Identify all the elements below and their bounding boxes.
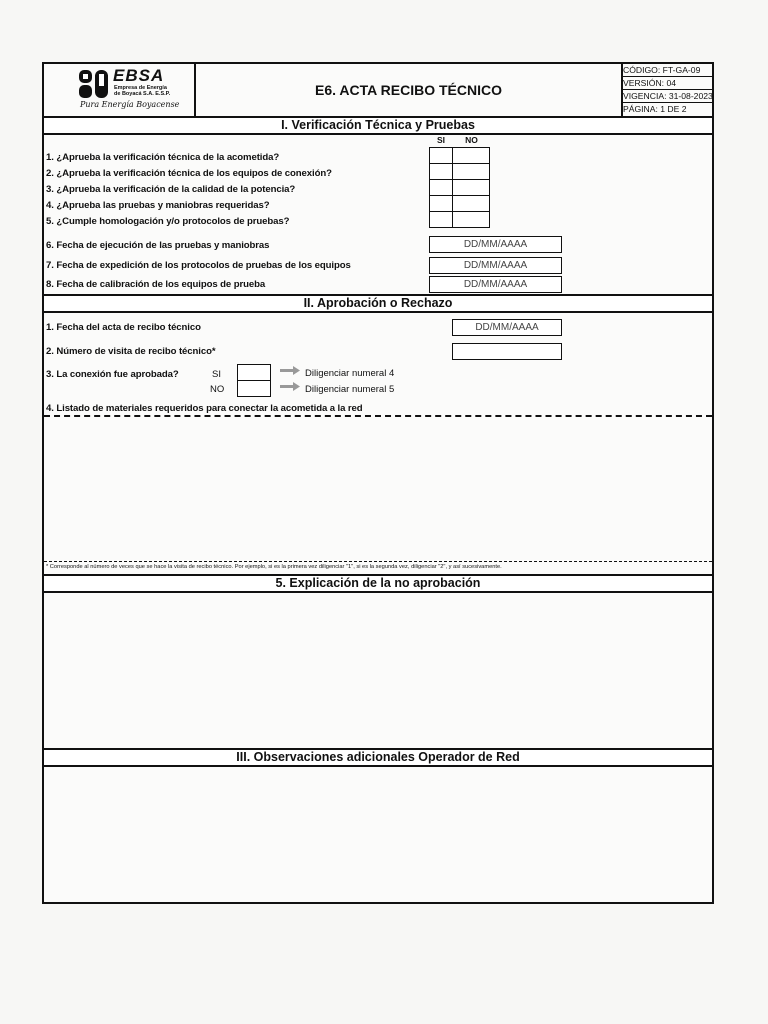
- section-2-title: II. Aprobación o Rechazo: [44, 294, 712, 313]
- arrow-right-icon: [280, 366, 300, 375]
- question-2: 2. ¿Aprueba la verificación técnica de los equipos de conexión?: [46, 168, 332, 179]
- question-ii-2: 2. Número de visita de recibo técnico*: [46, 346, 216, 357]
- q3-si-checkbox[interactable]: [429, 179, 453, 196]
- arrow-right-icon: [280, 382, 300, 391]
- q1-si-checkbox[interactable]: [429, 147, 453, 164]
- date-acta-input[interactable]: DD/MM/AAAA: [452, 319, 562, 336]
- q3-no-checkbox[interactable]: [452, 179, 490, 196]
- q5-no-checkbox[interactable]: [452, 211, 490, 228]
- date-expedicion-input[interactable]: DD/MM/AAAA: [429, 257, 562, 274]
- logo-subtitle-1: Empresa de Energía: [114, 85, 167, 91]
- observations-area[interactable]: [44, 767, 712, 902]
- visit-footnote: * Corresponde al número de veces que se hace la visita de recibo técnico. Por ejemplo, si es la primera vez diligenciar "1", si es la segunda vez, diligenciar "2", y así sucesivamente.: [46, 564, 502, 570]
- q4-no-checkbox[interactable]: [452, 195, 490, 212]
- si-no-grid: [429, 147, 491, 229]
- materials-list-area[interactable]: [44, 418, 712, 558]
- approved-si-label: SI: [212, 369, 221, 380]
- question-6: 6. Fecha de ejecución de las pruebas y maniobras: [46, 240, 270, 251]
- question-ii-4: 4. Listado de materiales requeridos para conectar la acometida a la red: [46, 403, 363, 414]
- question-4: 4. ¿Aprueba las pruebas y maniobras requeridas?: [46, 200, 270, 211]
- ebsa-logo-icon: [78, 69, 110, 99]
- form-page: [42, 62, 714, 904]
- doc-version: VERSIÓN: 04: [623, 78, 677, 88]
- doc-code: CÓDIGO: FT-GA-09: [623, 65, 701, 75]
- approved-no-label: NO: [210, 384, 225, 395]
- dashed-divider: [44, 561, 712, 562]
- q2-si-checkbox[interactable]: [429, 163, 453, 180]
- logo-area: [44, 64, 196, 116]
- date-calibracion-input[interactable]: DD/MM/AAAA: [429, 276, 562, 293]
- section-3-title: III. Observaciones adicionales Operador de Red: [44, 748, 712, 767]
- question-3: 3. ¿Aprueba la verificación de la calidad de la potencia?: [46, 184, 296, 195]
- logo-subtitle-2: de Boyacá S.A. E.S.P.: [114, 91, 171, 97]
- question-ii-1: 1. Fecha del acta de recibo técnico: [46, 322, 201, 333]
- approved-no-checkbox[interactable]: [237, 380, 271, 397]
- q1-no-checkbox[interactable]: [452, 147, 490, 164]
- form-title: E6. ACTA RECIBO TÉCNICO: [315, 82, 502, 98]
- q5-si-checkbox[interactable]: [429, 211, 453, 228]
- approved-no-note: Diligenciar numeral 5: [305, 384, 395, 395]
- question-8: 8. Fecha de calibración de los equipos de prueba: [46, 279, 266, 290]
- doc-vigencia: VIGENCIA: 31-08-2023: [623, 91, 713, 101]
- q4-si-checkbox[interactable]: [429, 195, 453, 212]
- date-ejecucion-input[interactable]: DD/MM/AAAA: [429, 236, 562, 253]
- question-7: 7. Fecha de expedición de los protocolos de pruebas de los equipos: [46, 260, 351, 271]
- section-1-title: I. Verificación Técnica y Pruebas: [44, 116, 712, 135]
- logo-tagline: Pura Energía Boyacense: [80, 100, 180, 109]
- col-si-label: SI: [436, 135, 446, 145]
- approved-si-note: Diligenciar numeral 4: [305, 368, 395, 379]
- logo-wordmark: EBSA: [113, 66, 165, 85]
- visit-number-input[interactable]: [452, 343, 562, 360]
- question-ii-3: 3. La conexión fue aprobada?: [46, 369, 179, 380]
- question-1: 1. ¿Aprueba la verificación técnica de la acometida?: [46, 152, 280, 163]
- question-5: 5. ¿Cumple homologación y/o protocolos de pruebas?: [46, 216, 290, 227]
- doc-page: PÁGINA: 1 DE 2: [623, 104, 687, 114]
- col-no-label: NO: [465, 135, 478, 145]
- section-5-title: 5. Explicación de la no aprobación: [44, 574, 712, 593]
- approved-si-checkbox[interactable]: [237, 364, 271, 381]
- dashed-divider: [44, 415, 712, 417]
- q2-no-checkbox[interactable]: [452, 163, 490, 180]
- no-approval-explanation-area[interactable]: [44, 593, 712, 745]
